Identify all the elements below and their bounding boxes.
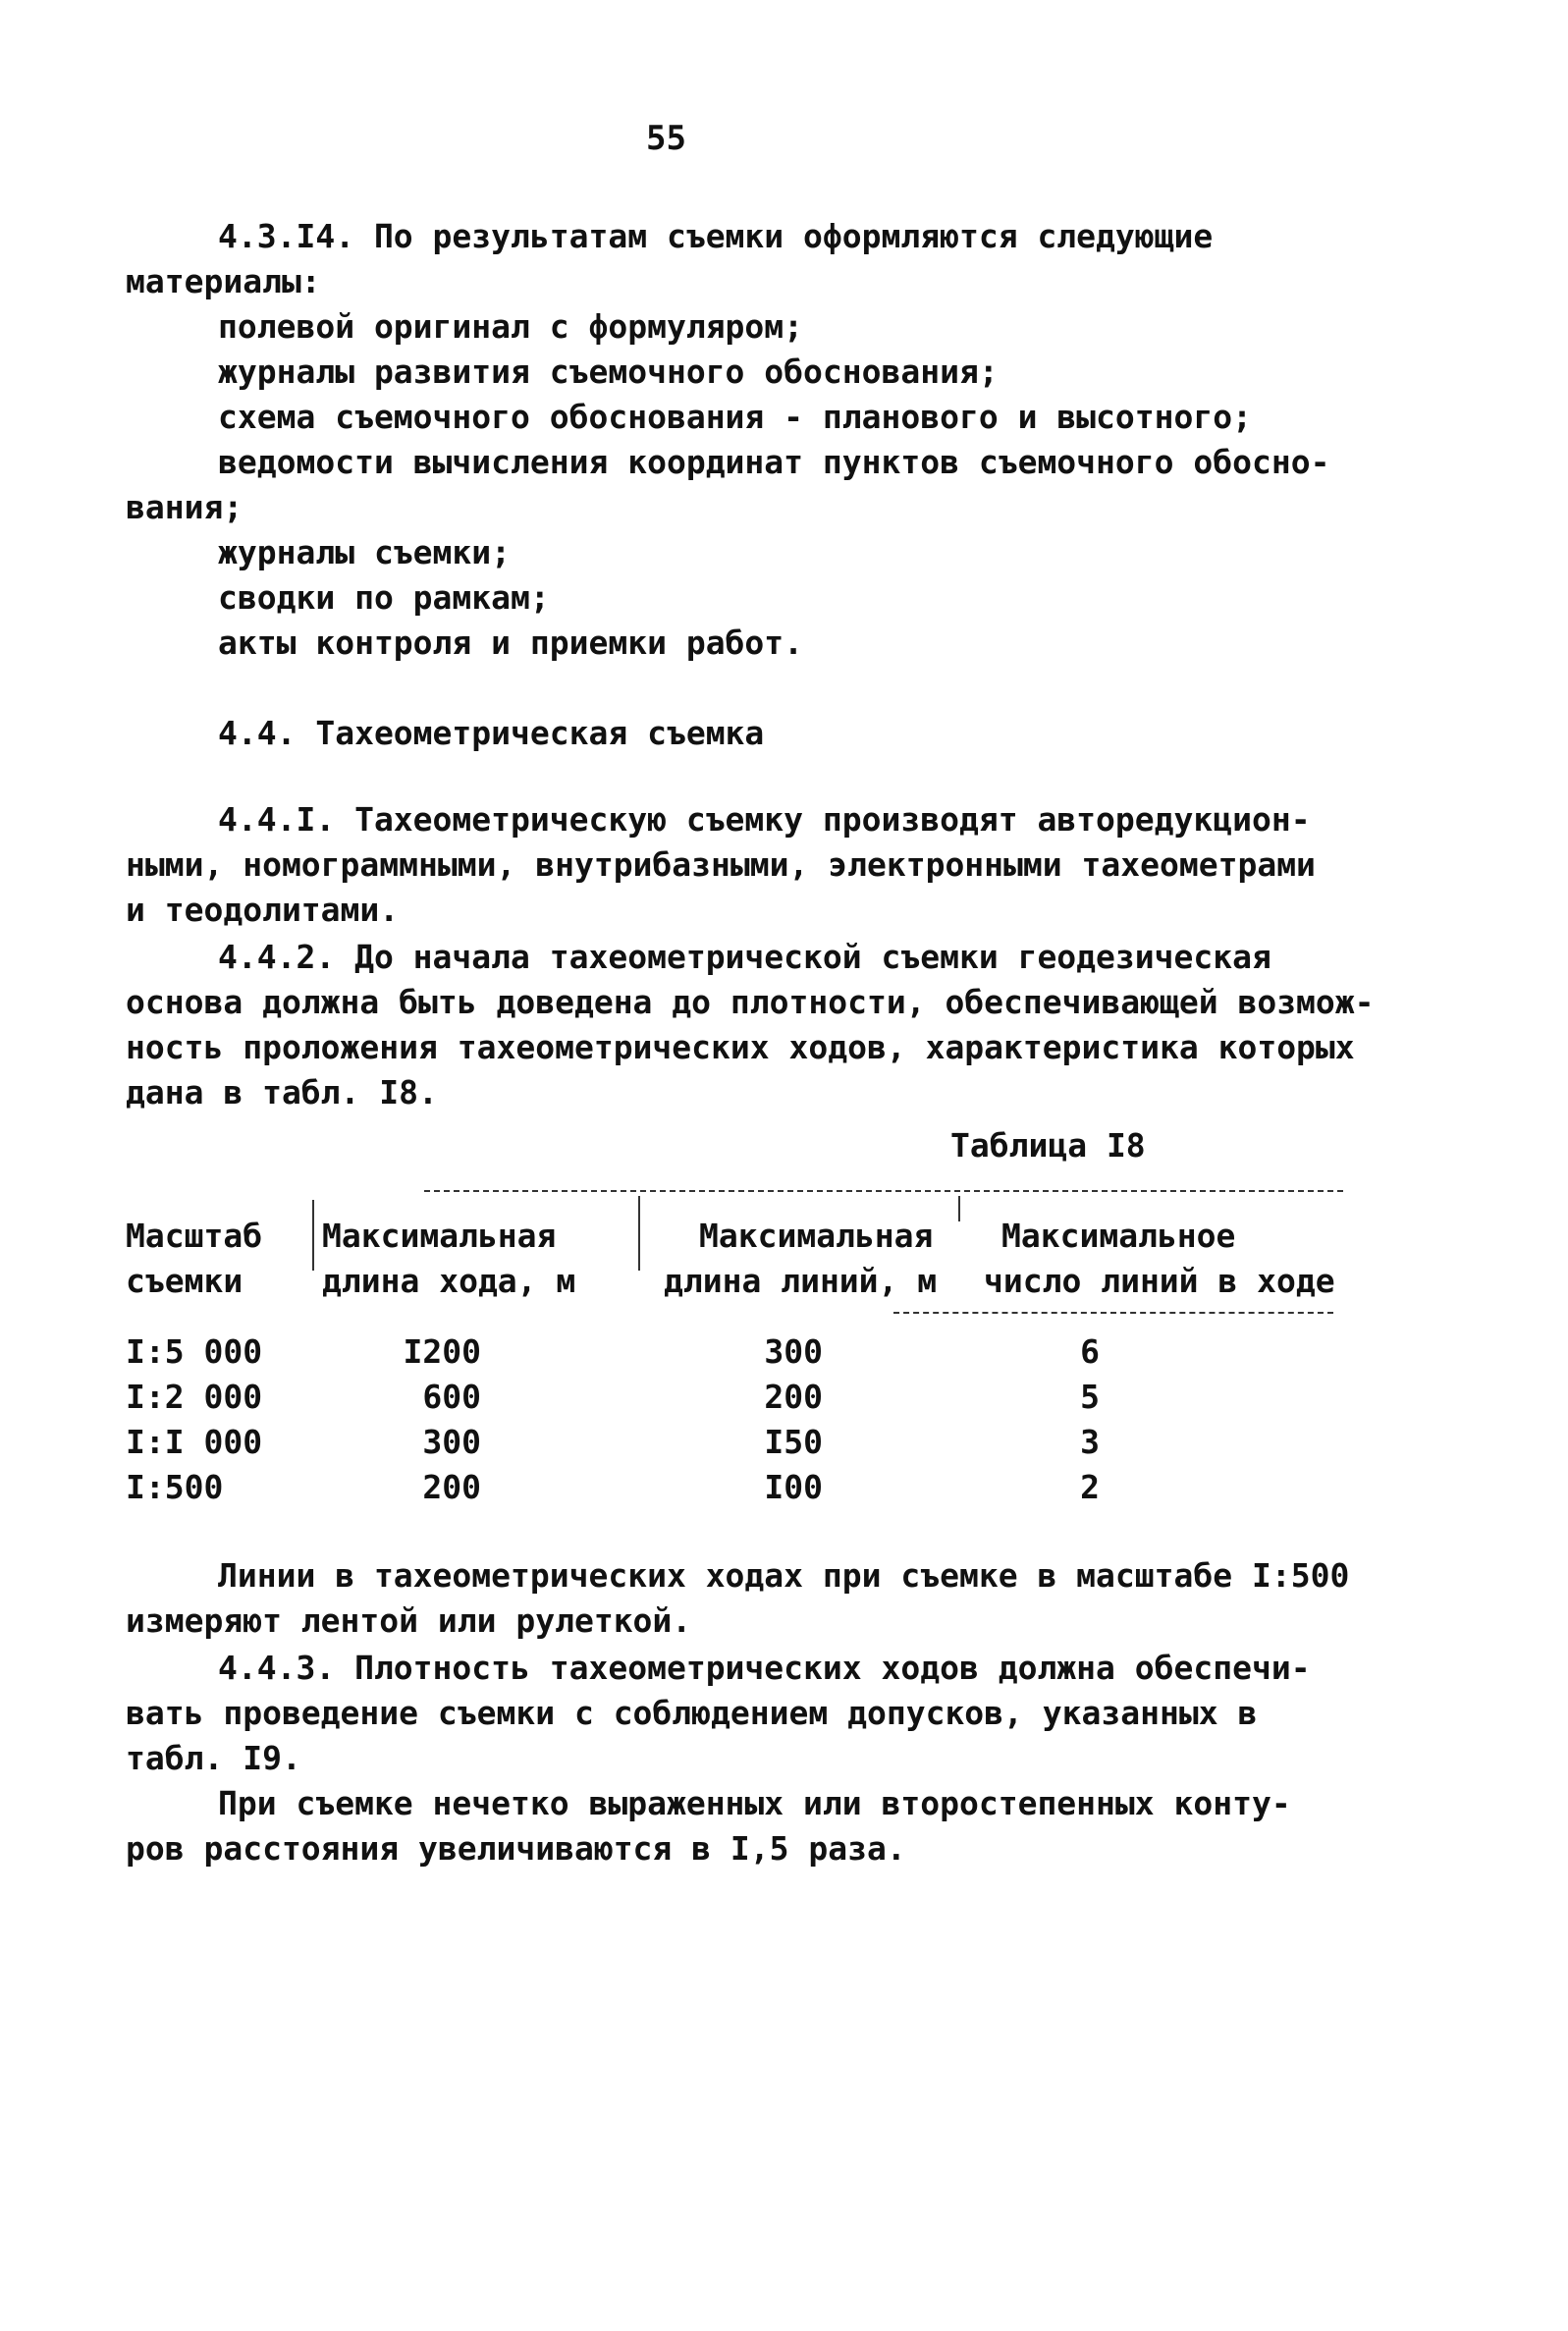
paragraph-contours-line: ров расстояния увеличиваются в I,5 раза. <box>126 1829 906 1868</box>
paragraph-4-4-2-line: 4.4.2. До начала тахеометрической съемки геодезическая <box>218 938 1271 976</box>
table-cell: I200 <box>403 1332 481 1371</box>
paragraph-4-3-14-line-2: материалы: <box>126 262 321 300</box>
table-cell: I:2 000 <box>126 1378 263 1416</box>
list-item: сводки по рамкам; <box>218 578 550 617</box>
paragraph-lines-line: измеряют лентой или рулеткой. <box>126 1601 692 1640</box>
table-header-cell: Максимальное <box>1001 1217 1236 1255</box>
table-cell: I:I 000 <box>126 1423 263 1461</box>
table-cell: 3 <box>1080 1423 1100 1461</box>
paragraph-lines-line: Линии в тахеометрических ходах при съемке в масштабе I:500 <box>218 1556 1350 1595</box>
list-item: журналы съемки; <box>218 533 512 571</box>
table-cell: 2 <box>1080 1468 1100 1506</box>
table-cell: 600 <box>422 1378 481 1416</box>
table-header-cell: съемки <box>126 1262 243 1300</box>
table-cell: I00 <box>764 1468 823 1506</box>
list-item: полевой оригинал с формуляром; <box>218 307 804 346</box>
list-item: журналы развития съемочного обоснования; <box>218 352 999 391</box>
table-cell: 200 <box>422 1468 481 1506</box>
paragraph-4-3-14-line-1: 4.3.I4. По результатам съемки оформляются следующие <box>218 217 1214 255</box>
list-item: ведомости вычисления координат пунктов съемочного обосно- <box>218 443 1330 481</box>
table-header-cell: Масштаб <box>126 1217 263 1255</box>
section-heading: 4.4. Тахеометрическая съемка <box>218 714 765 752</box>
table-header-cell: длина линий, м <box>664 1262 938 1300</box>
table-cell: 5 <box>1080 1378 1100 1416</box>
paragraph-contours-line: При съемке нечетко выраженных или второстепенных конту- <box>218 1784 1291 1822</box>
table-top-rule <box>424 1190 1343 1192</box>
table-header-rule <box>893 1312 1333 1314</box>
paragraph-4-4-3-line: табл. I9. <box>126 1739 301 1777</box>
list-item-continuation: вания; <box>126 488 243 526</box>
paragraph-4-4-3-line: 4.4.3. Плотность тахеометрических ходов должна обеспечи- <box>218 1649 1311 1687</box>
paragraph-4-4-1-line: ными, номограммными, внутрибазными, электронными тахеометрами <box>126 845 1316 884</box>
paragraph-4-4-1-line: и теодолитами. <box>126 891 400 929</box>
column-divider <box>312 1200 314 1271</box>
table-header-cell: длина хода, м <box>322 1262 576 1300</box>
table-cell: 6 <box>1080 1332 1100 1371</box>
table-cell: 200 <box>764 1378 823 1416</box>
table-header-cell: Максимальная <box>322 1217 557 1255</box>
table-cell: I:500 <box>126 1468 224 1506</box>
table-cell: I50 <box>764 1423 823 1461</box>
table-header-cell: Максимальная <box>699 1217 934 1255</box>
table-cell: I:5 000 <box>126 1332 263 1371</box>
table-caption: Таблица I8 <box>950 1126 1146 1165</box>
column-divider <box>958 1196 960 1221</box>
list-item: акты контроля и приемки работ. <box>218 623 804 662</box>
table-cell: 300 <box>764 1332 823 1371</box>
paragraph-4-4-2-line: ность проложения тахеометрических ходов, характеристика которых <box>126 1028 1355 1066</box>
paragraph-4-4-1-line: 4.4.I. Тахеометрическую съемку производят авторедукцион- <box>218 800 1311 839</box>
table-cell: 300 <box>422 1423 481 1461</box>
paragraph-4-4-2-line: основа должна быть доведена до плотности, обеспечивающей возмож- <box>126 983 1375 1021</box>
table-header-cell: число линий в ходе <box>984 1262 1335 1300</box>
column-divider <box>638 1196 640 1271</box>
list-item: схема съемочного обоснования - планового и высотного; <box>218 398 1252 436</box>
page-number: 55 <box>646 119 686 158</box>
paragraph-4-4-3-line: вать проведение съемки с соблюдением допусков, указанных в <box>126 1694 1258 1732</box>
paragraph-4-4-2-line: дана в табл. I8. <box>126 1073 438 1111</box>
